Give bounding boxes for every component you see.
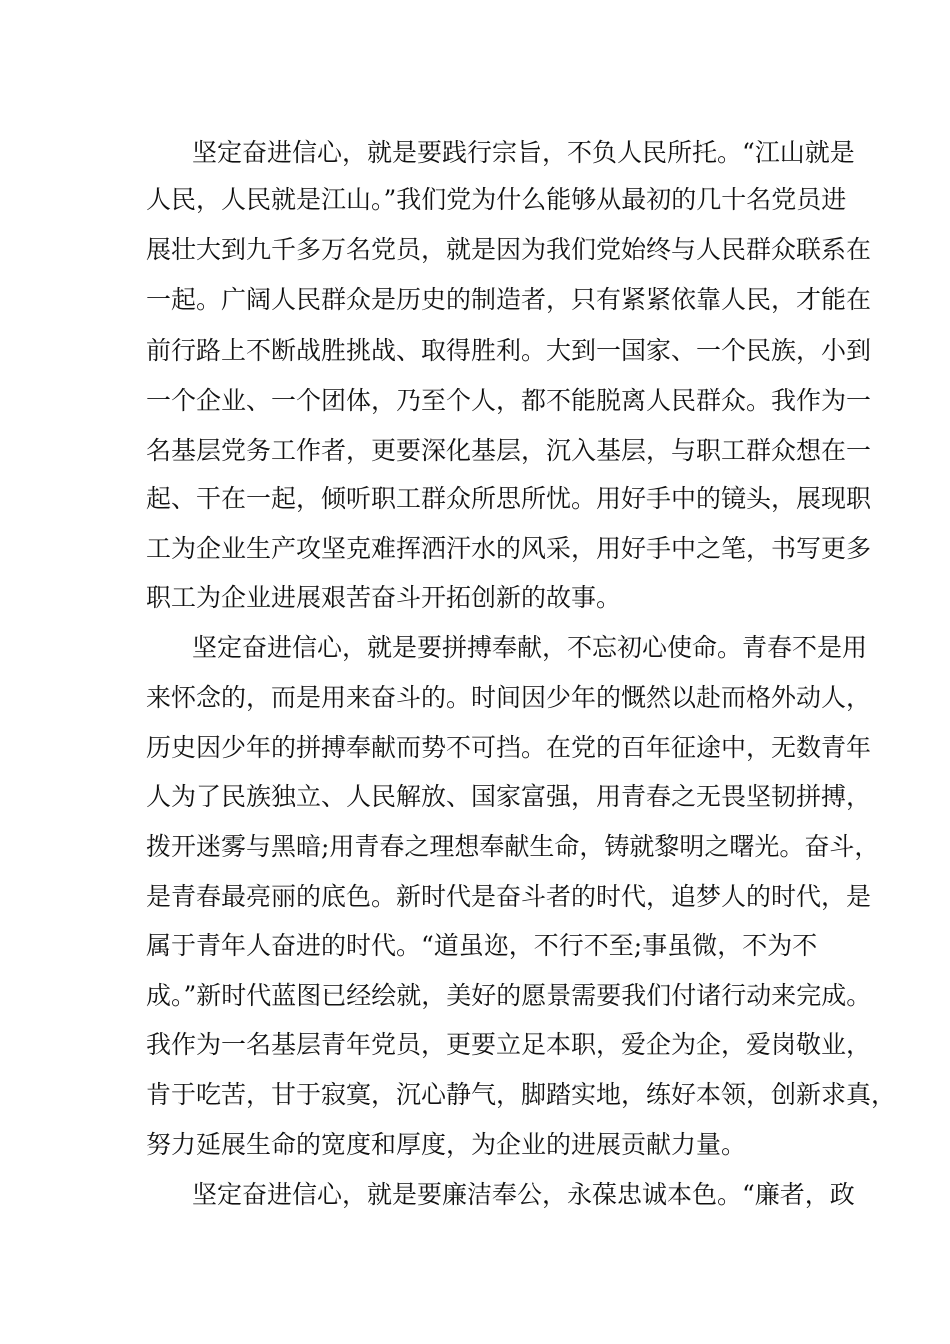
text-line: 是青春最亮丽的底色。新时代是奋斗者的时代，追梦人的时代，是 [146, 882, 872, 911]
text-line: 我作为一名基层青年党员，更要立足本职，爱企为企，爱岗敬业， [146, 1030, 872, 1059]
text-line: 名基层党务工作者，更要深化基层，沉入基层，与职工群众想在一 [146, 436, 872, 465]
text-line: 拨开迷雾与黑暗;用青春之理想奉献生命，铸就黎明之曙光。奋斗， [146, 832, 880, 861]
text-line: 努力延展生命的宽度和厚度，为企业的进展贡献力量。 [146, 1130, 747, 1159]
text-line: 成。”新时代蓝图已经绘就，美好的愿景需要我们付诸行动来完成。 [146, 981, 872, 1010]
text-line: 展壮大到九千多万名党员，就是因为我们党始终与人民群众联系在 [146, 235, 872, 264]
text-line: 属于青年人奋进的时代。“道虽迩，不行不至;事虽微，不为不 [146, 931, 818, 960]
text-line: 坚定奋进信心，就是要廉洁奉公，永葆忠诚本色。“廉者，政 [192, 1180, 855, 1209]
text-line: 起、干在一起，倾听职工群众所思所忧。用好手中的镜头，展现职 [146, 484, 872, 513]
text-line: 肯于吃苦，甘于寂寞，沉心静气，脚踏实地，练好本领，创新求真， [146, 1080, 897, 1109]
text-line: 职工为企业进展艰苦奋斗开拓创新的故事。 [146, 583, 622, 612]
text-line: 来怀念的，而是用来奋斗的。时间因少年的慨然以赴而格外动人， [146, 683, 872, 712]
text-line: 前行路上不断战胜挑战、取得胜利。大到一国家、一个民族，小到 [146, 336, 872, 365]
text-line: 历史因少年的拼搏奉献而势不可挡。在党的百年征途中，无数青年 [146, 733, 872, 762]
text-line: 坚定奋进信心，就是要拼搏奉献，不忘初心使命。青春不是用 [192, 633, 868, 662]
text-line: 人为了民族独立、人民解放、国家富强，用青春之无畏坚韧拼搏， [146, 782, 872, 811]
text-line: 人民，人民就是江山。”我们党为什么能够从最初的几十名党员进 [146, 185, 847, 214]
text-line: 一个企业、一个团体，乃至个人，都不能脱离人民群众。我作为一 [146, 386, 872, 415]
text-line: 一起。广阔人民群众是历史的制造者，只有紧紧依靠人民，才能在 [146, 285, 872, 314]
text-line: 工为企业生产攻坚克难挥洒汗水的风采，用好手中之笔，书写更多 [146, 534, 872, 563]
text-line: 坚定奋进信心，就是要践行宗旨，不负人民所托。“江山就是 [192, 138, 855, 167]
